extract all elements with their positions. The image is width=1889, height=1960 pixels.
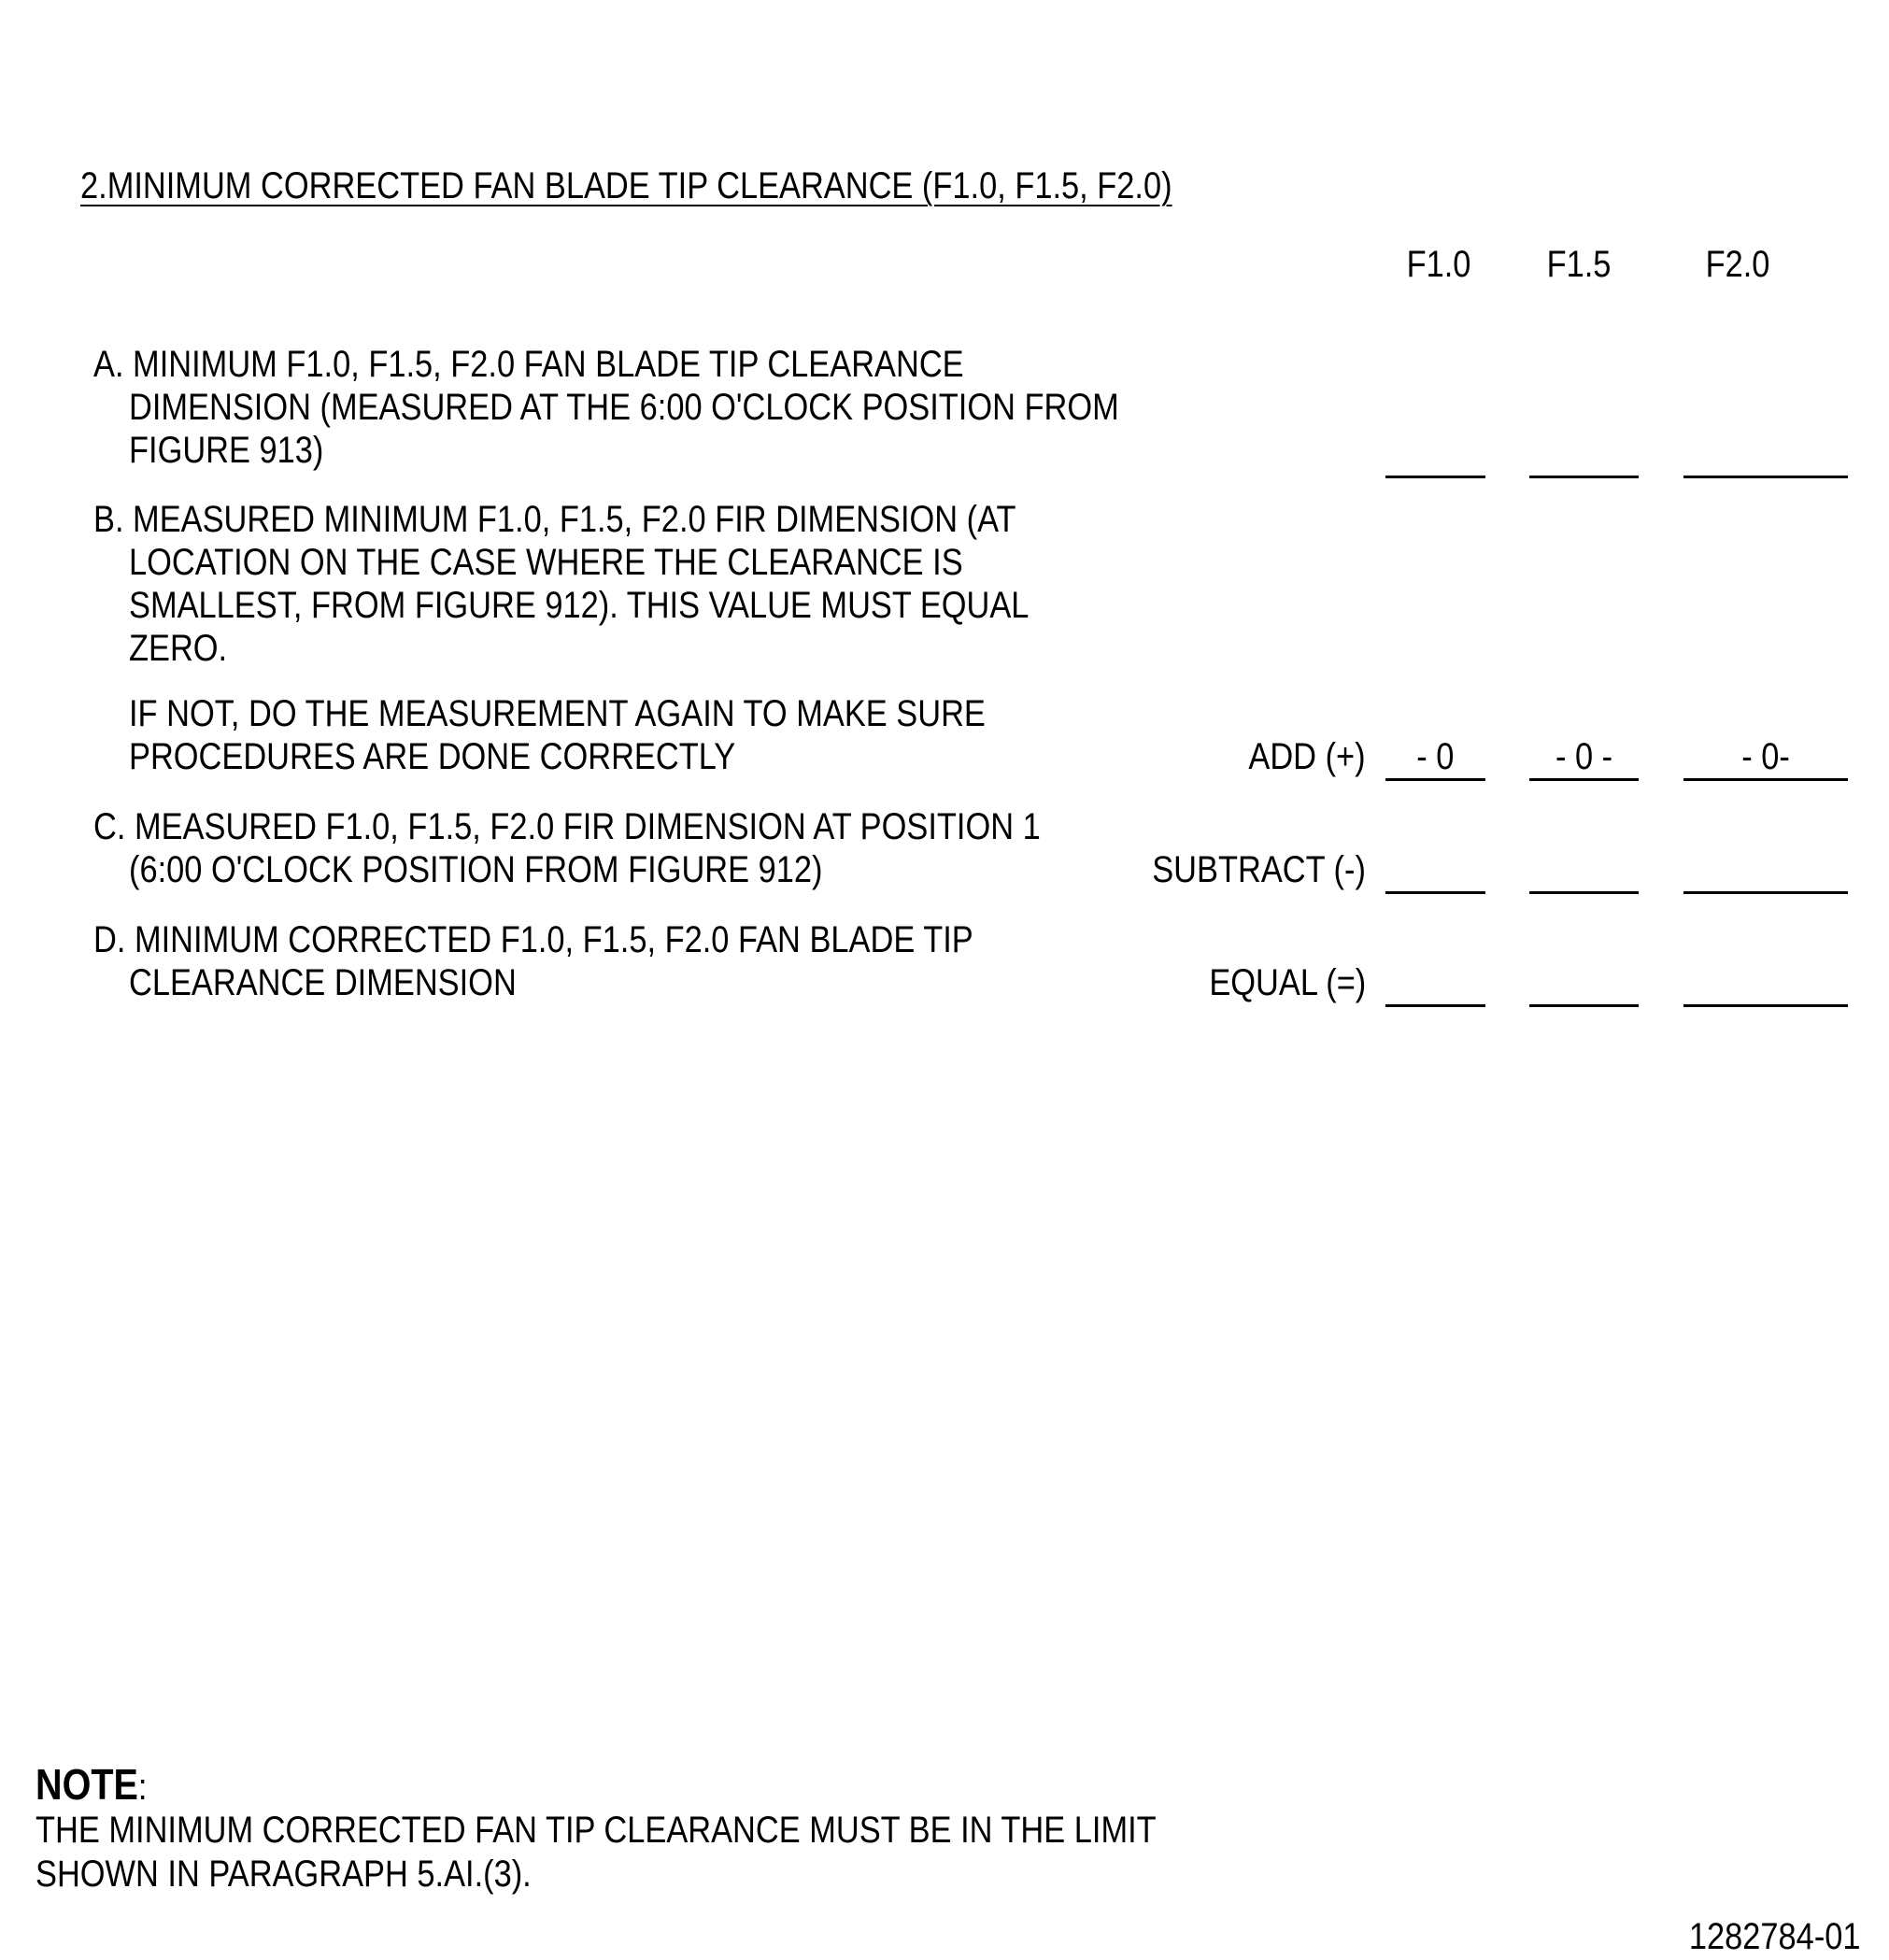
- column-header-f2-0: F2.0: [1705, 244, 1770, 285]
- item-a-line: A. MINIMUM F1.0, F1.5, F2.0 FAN BLADE TIP CLEARANCE: [93, 344, 964, 385]
- item-b-if-not-line: PROCEDURES ARE DONE CORRECTLY: [129, 736, 736, 777]
- item-a-line: FIGURE 913): [129, 430, 324, 471]
- item-d-f1-0-field[interactable]: [1385, 961, 1485, 1007]
- item-a-f1-0-field[interactable]: [1385, 433, 1485, 478]
- item-b-f2-0-field[interactable]: - 0-: [1683, 735, 1848, 781]
- item-b-line: ZERO.: [129, 628, 228, 669]
- item-b-f1-5-field[interactable]: - 0 -: [1529, 735, 1639, 781]
- item-c-f1-5-field[interactable]: [1529, 848, 1639, 894]
- item-c-f1-0-field[interactable]: [1385, 848, 1485, 894]
- item-b-operation-label: ADD (+): [1248, 736, 1366, 777]
- note-heading: NOTE:: [36, 1760, 148, 1809]
- figure-id: 1282784-01: [1689, 1916, 1861, 1957]
- item-c-operation-label: SUBTRACT (-): [1152, 849, 1366, 890]
- item-a-f1-5-field[interactable]: [1529, 433, 1639, 478]
- column-header-f1-0: F1.0: [1406, 244, 1471, 285]
- item-c-f2-0-field[interactable]: [1683, 848, 1848, 894]
- item-c-line: C. MEASURED F1.0, F1.5, F2.0 FIR DIMENSION AT POSITION 1: [93, 806, 1041, 847]
- note-line: SHOWN IN PARAGRAPH 5.AI.(3).: [36, 1853, 532, 1895]
- item-b-line: SMALLEST, FROM FIGURE 912). THIS VALUE MUST EQUAL: [129, 585, 1030, 626]
- item-d-f1-5-field[interactable]: [1529, 961, 1639, 1007]
- item-b-line: B. MEASURED MINIMUM F1.0, F1.5, F2.0 FIR DIMENSION (AT: [93, 499, 1016, 540]
- item-c-line: (6:00 O'CLOCK POSITION FROM FIGURE 912): [129, 849, 823, 890]
- note-line: THE MINIMUM CORRECTED FAN TIP CLEARANCE MUST BE IN THE LIMIT: [36, 1810, 1157, 1851]
- column-header-f1-5: F1.5: [1546, 244, 1612, 285]
- item-a-line: DIMENSION (MEASURED AT THE 6:00 O'CLOCK POSITION FROM: [129, 387, 1119, 428]
- item-d-f2-0-field[interactable]: [1683, 961, 1848, 1007]
- item-b-if-not-line: IF NOT, DO THE MEASUREMENT AGAIN TO MAKE SURE: [129, 693, 986, 734]
- item-d-line: CLEARANCE DIMENSION: [129, 962, 517, 1003]
- section-title: 2.MINIMUM CORRECTED FAN BLADE TIP CLEARANCE (F1.0, F1.5, F2.0): [80, 165, 1172, 206]
- item-d-operation-label: EQUAL (=): [1209, 962, 1366, 1003]
- item-b-line: LOCATION ON THE CASE WHERE THE CLEARANCE IS: [129, 542, 963, 583]
- item-d-line: D. MINIMUM CORRECTED F1.0, F1.5, F2.0 FAN BLADE TIP: [93, 919, 973, 960]
- item-a-f2-0-field[interactable]: [1683, 433, 1848, 478]
- item-b-f1-0-field[interactable]: - 0: [1385, 735, 1485, 781]
